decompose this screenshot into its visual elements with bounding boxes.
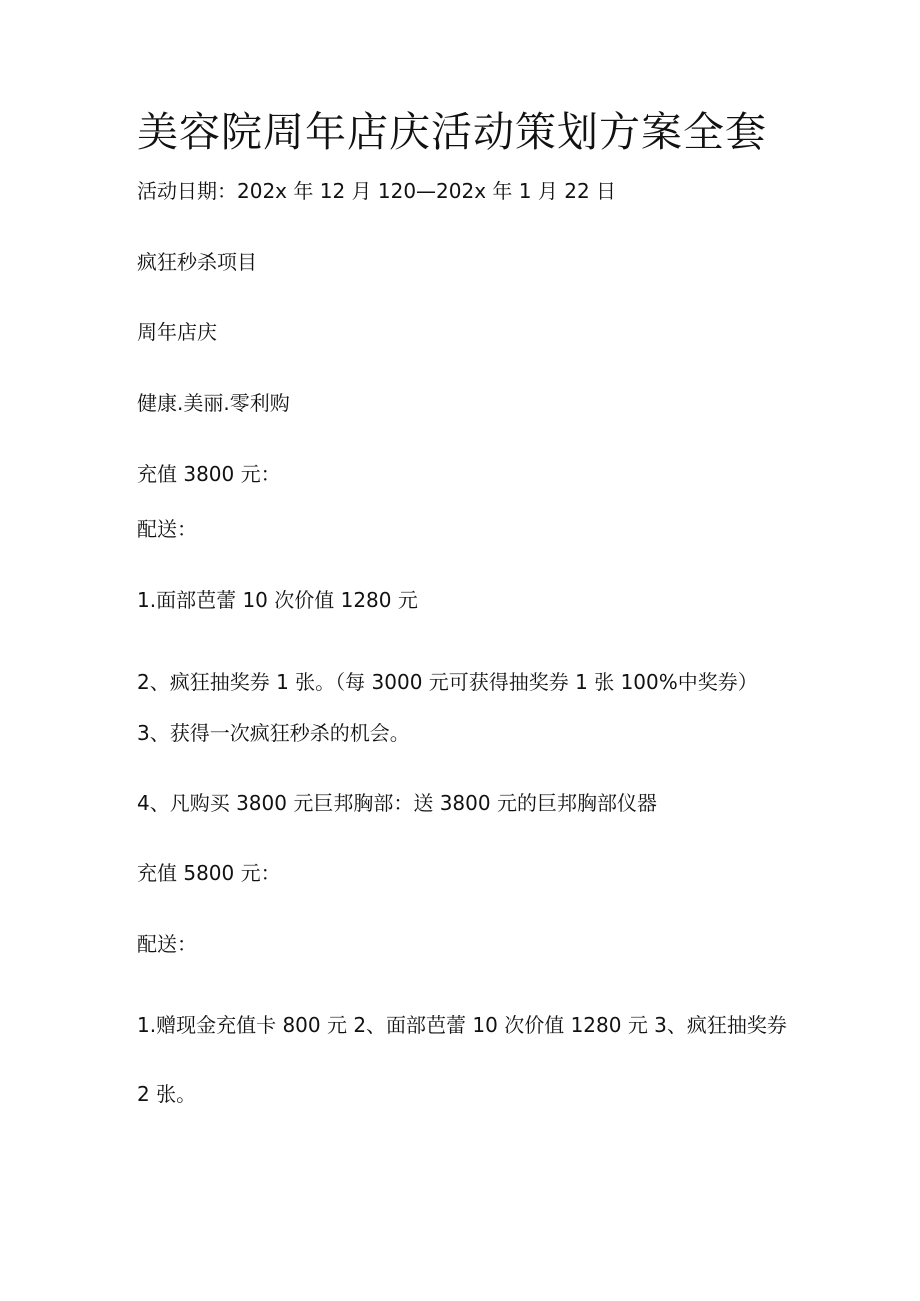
gift-list-5800: 1.赠现金充值卡 800 元 2、面部芭蕾 10 次价值 1280 元 3、疯狂抽奖券 — [137, 1013, 787, 1037]
gift-heading-2: 配送： — [137, 932, 197, 956]
flash-sale-heading: 疯狂秒杀项目 — [137, 250, 257, 274]
gift-item-3: 3、获得一次疯狂秒杀的机会。 — [137, 721, 410, 745]
activity-date-line: 活动日期：202x 年 12 月 120—202x 年 1 月 22 日 — [137, 179, 617, 203]
recharge-3800-heading: 充值 3800 元： — [137, 462, 281, 486]
gift-item-1: 1.面部芭蕾 10 次价值 1280 元 — [137, 588, 418, 612]
document-title: 美容院周年店庆活动策划方案全套 — [137, 108, 767, 156]
gift-heading-1: 配送： — [137, 517, 197, 541]
slogan-line: 健康.美丽.零利购 — [137, 391, 290, 415]
anniversary-heading: 周年店庆 — [137, 320, 217, 344]
recharge-5800-heading: 充值 5800 元： — [137, 861, 281, 885]
gift-item-2: 2、疯狂抽奖券 1 张。（每 3000 元可获得抽奖券 1 张 100%中奖券） — [137, 670, 758, 694]
gift-list-5800-cont: 2 张。 — [137, 1082, 197, 1106]
gift-item-4: 4、凡购买 3800 元巨邦胸部：送 3800 元的巨邦胸部仪器 — [137, 791, 657, 815]
